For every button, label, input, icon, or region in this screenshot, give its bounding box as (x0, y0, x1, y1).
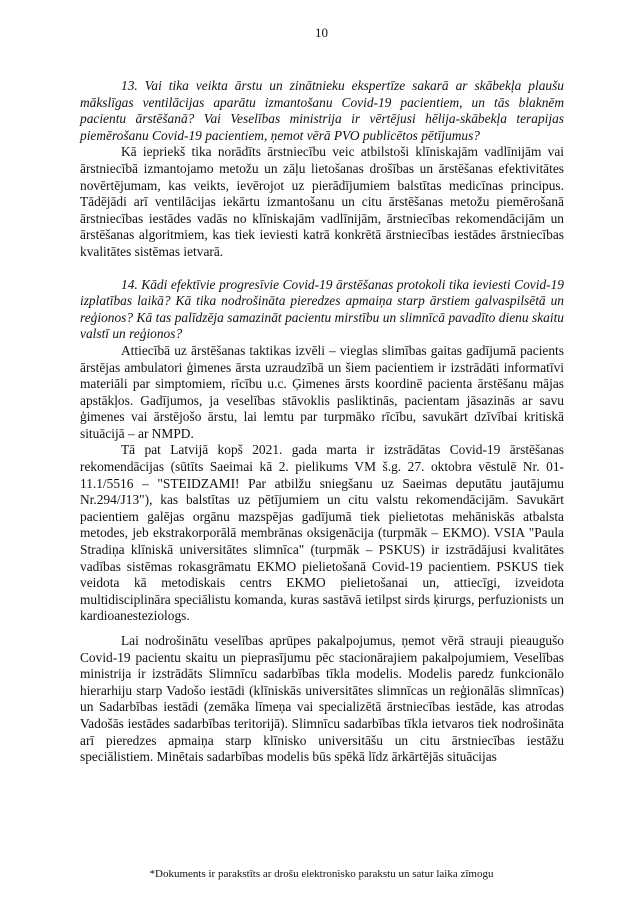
answer-13-paragraph-1: Kā iepriekš tika norādīts ārstniecību veic atbilstoši klīniskajām vadlīnijām vai ārstniecībā izmantojamo metožu un zāļu lietošanas drošības un ārstēšanas efektivitātes novērtējumam, kas veikts, ievērojot uz pierādījumiem balstītas medicīnas principus. Tādējādi arī ventilācijas iekārtu izmantošanu un citu ārstēšanas metožu piemērošanā ārstniecības iestādes vadās no klīniskajām vadlīnijām, ārstniecības rekomendācijām un ārstēšanas algoritmiem, kas tiek ieviesti katrā konkrētā ārstniecības iestādes ārstniecības kvalitātes sistēmas ietvarā. (80, 144, 564, 259)
answer-14-paragraph-1: Attiecībā uz ārstēšanas taktikas izvēli – vieglas slimības gaitas gadījumā pacients ārstējas ambulatori ģimenes ārsta uzraudzībā un šiem pacientiem ir izstrādāti informatīvi materiāli par simptomiem, rīcību u.c. Ģimenes ārsts koordinē pacienta ārstēšanu mājas apstākļos. Gadījumos, ja veselības stāvoklis pasliktinās, pacientam jāsazinās ar savu ģimenes vai ārstējošo ārstu, lai lemtu par turpmāko rīcību, savukārt dzīvībai kritiskā situācijā – ar NMPD. (80, 342, 564, 441)
answer-14-paragraph-3: Lai nodrošinātu veselības aprūpes pakalpojumus, ņemot vērā strauji pieaugušo Covid-19 pacientu skaitu un pieprasījumu pēc stacionārajiem pakalpojumiem, Veselības ministrija ir izstrādāts Slimnīcu sadarbības tīkla modelis. Modelis paredz funkcionālo hierarhiju starp Vadošo iestādi (klīniskās universitātes slimnīcas un reģionālās slimnīcas) un Sadarbības iestādi (zemāka līmeņa vai specializētā ārstniecības iestāde, kas atrodas Vadošās iestādes sadarbības teritorijā). Slimnīcu sadarbības tīkla ietvaros tiek nodrošināta arī pieredzes apmaiņa starp klīnisko universitāšu un citu ārstniecības iestāžu speciālistiem. Minētais sadarbības modelis būs spēkā līdz ārkārtējās situācijas (80, 633, 564, 765)
answer-14-paragraph-2: Tā pat Latvijā kopš 2021. gada marta ir izstrādātas Covid-19 ārstēšanas rekomendācijas (sūtīts Saeimai kā 2. pielikums VM š.g. 27. oktobra vēstulē Nr. 01-11.1/5516 – "STEIDZAMI! Par atbilžu sniegšanu uz Saeimas deputātu jautājumu Nr.294/J13"), kas balstītas uz pētījumiem un citu valstu rekomendācijām. Savukārt pacientiem galējas orgānu mazspējas gadījumā tiek pielietotas mehāniskās atbalsta metodes, jeb ekstrakorporālā membrānas oksigenācija (turpmāk – EKMO). VSIA "Paula Stradiņa klīniskā universitātes slimnīca" (turpmāk – PSKUS) ir izstrādājusi kvalitātes vadības sistēmas rokasgrāmatu EKMO pielietošanā Covid-19 pacientiem. PSKUS tiek veidota kā metodiskais centrs EKMO pielietošanai un, attiecīgi, izveidota multidisciplināra speciālistu komanda, kuras sastāvā ietilpst sirds ķirurgs, perfuzionists un kardioanesteziologs. (80, 442, 564, 624)
page-content (80, 78, 564, 766)
section-gap (80, 261, 564, 277)
signature-footnote: *Dokuments ir parakstīts ar drošu elektronisko parakstu un satur laika zīmogu (149, 868, 494, 880)
page-number: 10 (315, 25, 328, 40)
question-14: 14. Kādi efektīvie progresīvie Covid-19 ārstēšanas protokoli tika ieviesti Covid-19 izplatības laikā? Kā tika nodrošināta pieredzes apmaiņa starp ārstiem galvaspilsētā un reģionos? Kā tas palīdzēja samazināt pacientu mirstību un slimnīcā pavadīto dienu skaitu valstī un reģionos? (80, 276, 564, 342)
question-13: 13. Vai tika veikta ārstu un zinātnieku ekspertīze sakarā ar skābekļa plaušu mākslīgas ventilācijas aparātu izmantošanu Covid-19 pacientiem, un tās blaknēm pacientu ārstēšanā? Vai Veselības ministrija ir vērtējusi hēlija-skābekļa terapijas piemērošanu Covid-19 pacientiem, ņemot vērā PVO publicētos pētījumus? (80, 78, 564, 143)
